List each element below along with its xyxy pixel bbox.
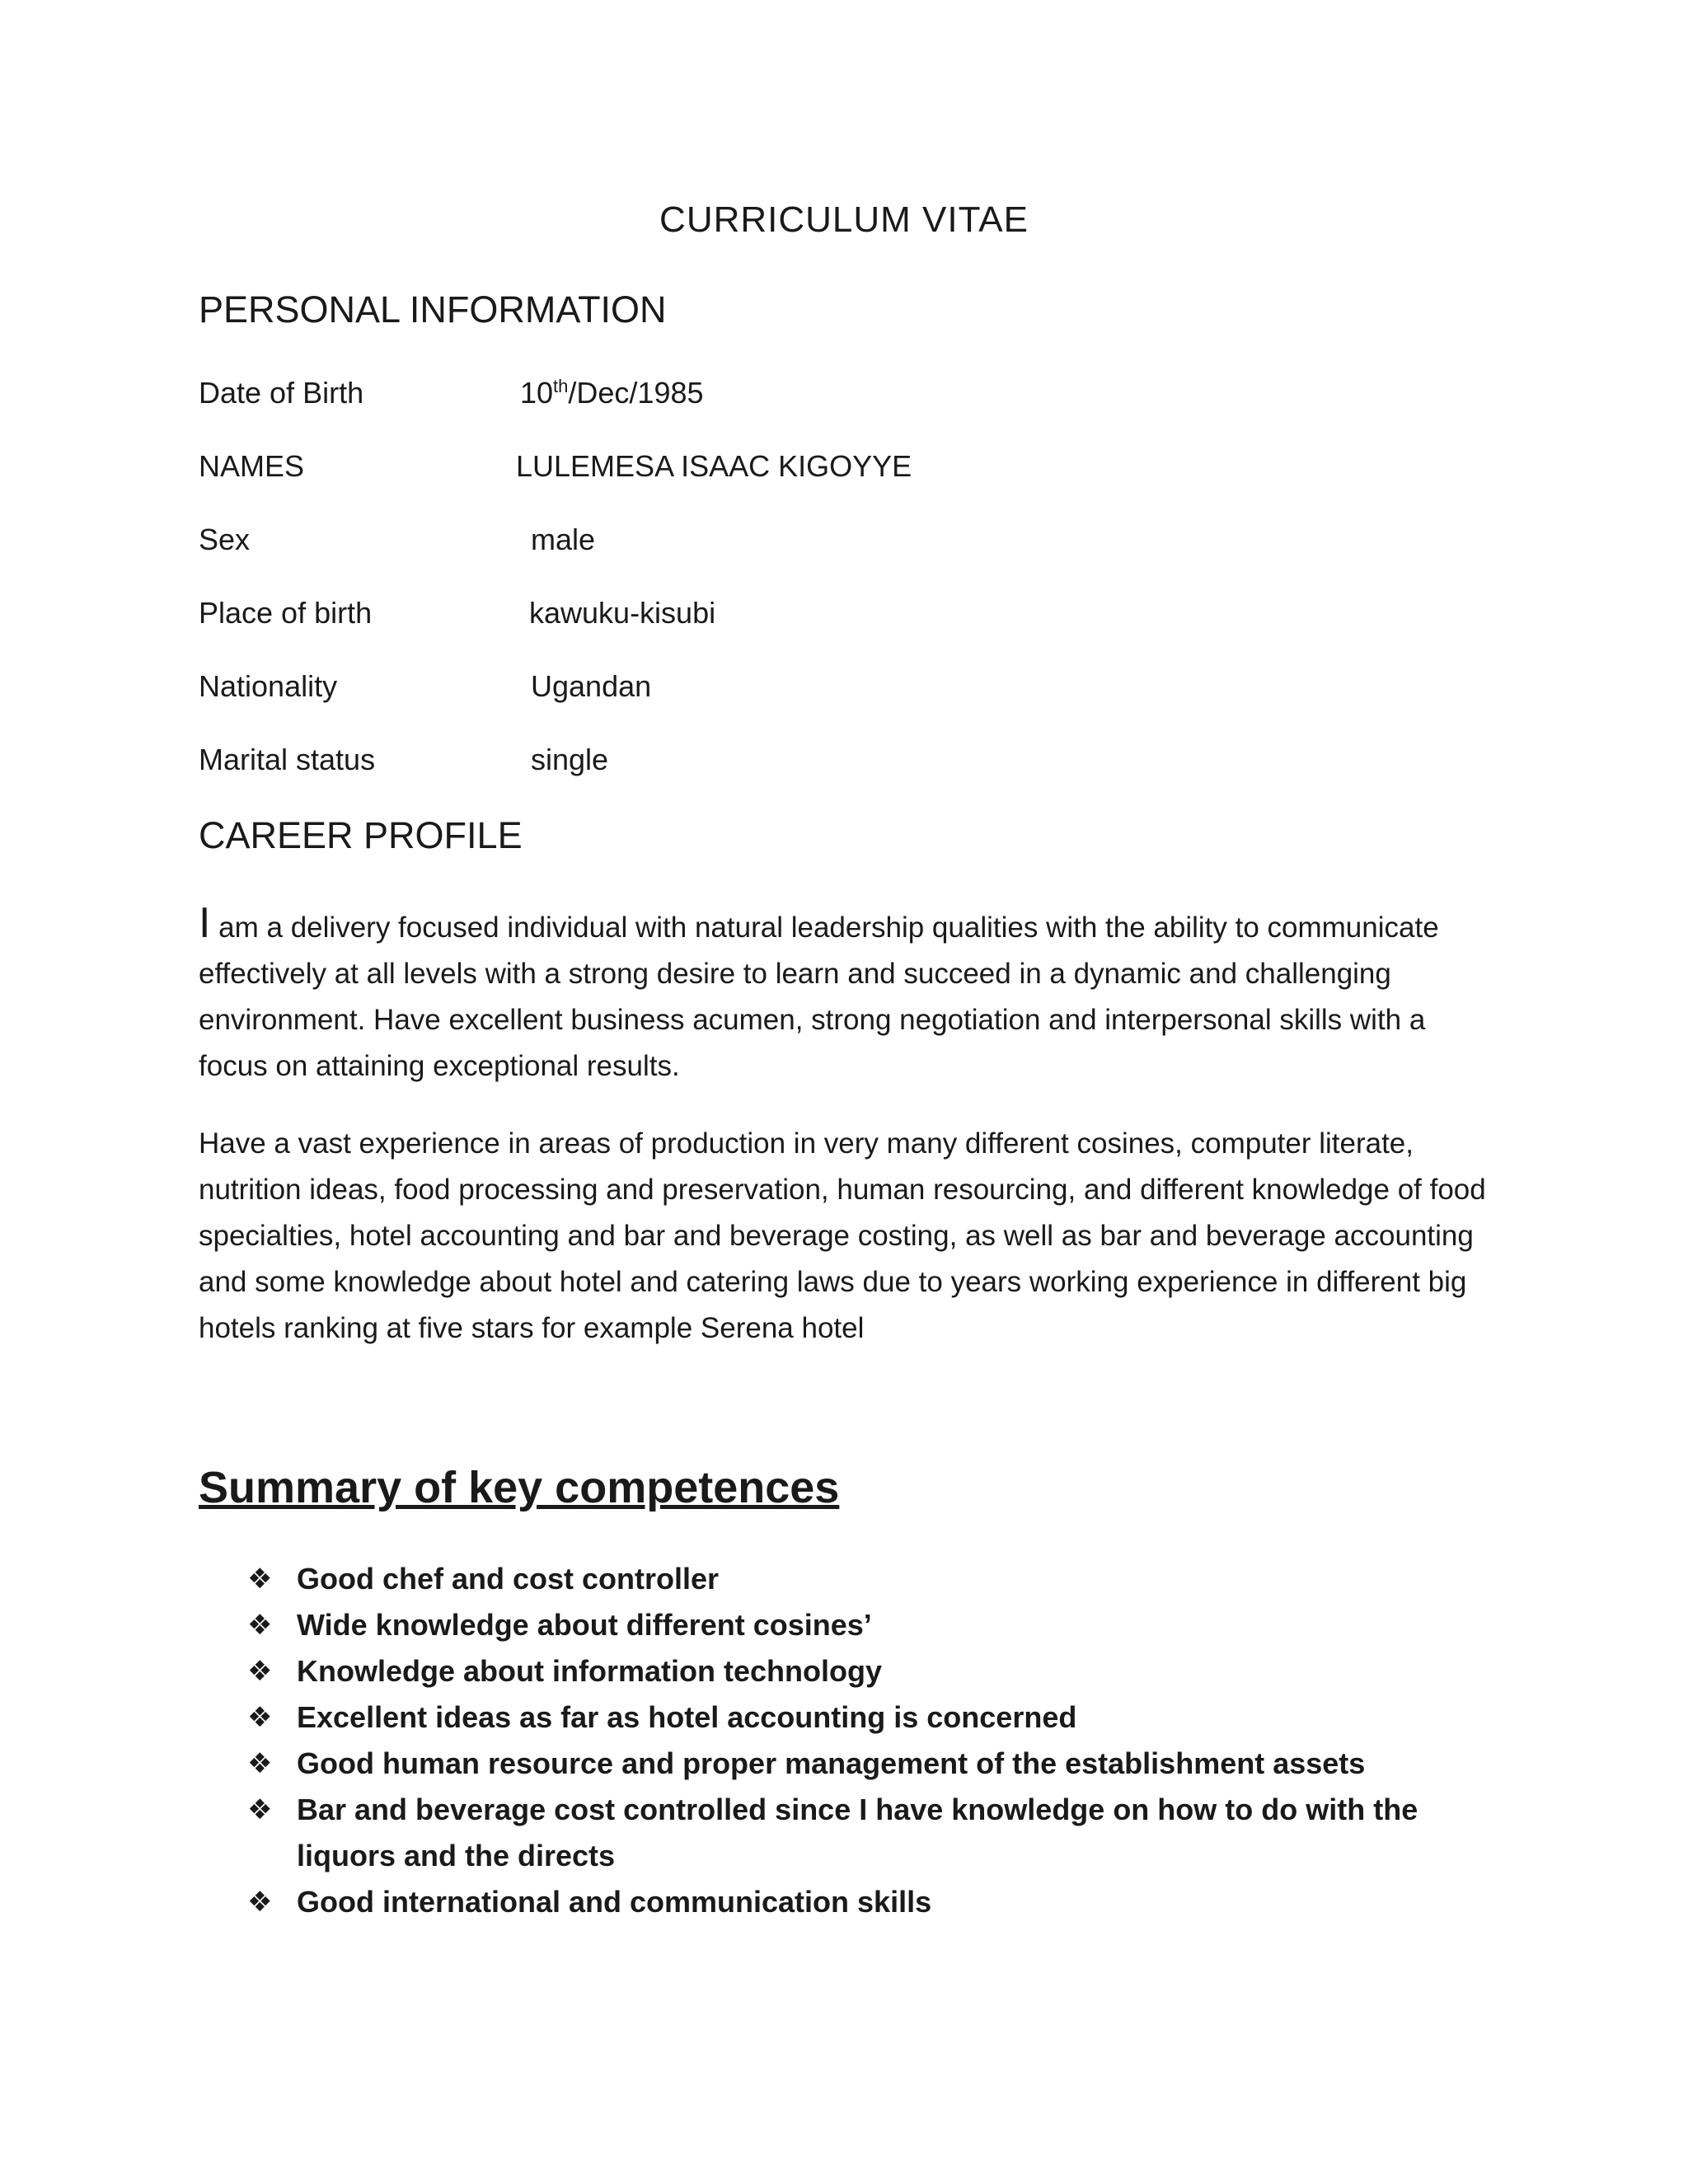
pob-label: Place of birth (199, 596, 373, 630)
competence-text: Bar and beverage cost controlled since I have knowledge on how to do with the liquors and the directs (297, 1793, 1418, 1872)
nationality-row (199, 669, 1517, 710)
dob-day: 10 (520, 376, 554, 410)
nationality-label: Nationality (199, 669, 338, 703)
competence-text: Good international and communication skills (297, 1885, 932, 1919)
career-paragraph-2: Have a vast experience in areas of production in very many different cosines, computer literate, nutrition ideas, food processing and preservation, human resourcing, and different knowledge of food specialties, hotel accounting and bar and beverage costing, as well as bar and beverage accounting and some knowledge about hotel and catering laws due to years working experience in different big hotels ranking at five stars for example Serena hotel (199, 1127, 1486, 1344)
diamond-bullet-icon: ❖ (247, 1886, 273, 1918)
diamond-bullet-icon: ❖ (247, 1702, 273, 1733)
list-item (247, 1741, 1484, 1787)
competence-text: Good human resource and proper management of the establishment assets (297, 1746, 1366, 1780)
dob-label: Date of Birth (199, 376, 364, 410)
list-item (247, 1602, 1484, 1648)
dob-suffix: th (553, 376, 569, 396)
pob-row (199, 596, 1517, 637)
names-row (199, 449, 1517, 490)
dob-row (199, 376, 1517, 417)
list-item (247, 1556, 1484, 1602)
pob-value: kawuku-kisubi (529, 596, 716, 630)
career-profile-heading: CAREER PROFILE (199, 814, 523, 856)
list-item (247, 1694, 1484, 1741)
diamond-bullet-icon: ❖ (247, 1794, 273, 1825)
competence-text: Good chef and cost controller (297, 1562, 720, 1596)
career-paragraph-1 (199, 900, 1493, 1090)
list-item (247, 1648, 1484, 1694)
career-paragraph-1-initial: I (199, 899, 211, 947)
document-title: CURRICULUM VITAE (659, 199, 1029, 240)
sex-label: Sex (199, 523, 251, 556)
diamond-bullet-icon: ❖ (247, 1563, 273, 1595)
dob-value (520, 376, 704, 410)
dob-rest: /Dec/1985 (568, 376, 704, 410)
names-value: LULEMESA ISAAC KIGOYYE (516, 449, 912, 483)
sex-row (199, 523, 1517, 564)
diamond-bullet-icon: ❖ (247, 1748, 273, 1779)
list-item (247, 1787, 1484, 1879)
competence-text: Excellent ideas as far as hotel accounting is concerned (297, 1700, 1077, 1734)
marital-value: single (531, 743, 609, 776)
marital-row (199, 743, 1517, 784)
competence-text: Wide knowledge about different cosines’ (297, 1608, 872, 1642)
competences-list (247, 1556, 1484, 1925)
competence-text: Knowledge about information technology (297, 1654, 882, 1688)
career-paragraph-1-text: am a delivery focused individual with natural leadership qualities with the ability to communicate effectively at all levels with a strong desire to learn and succeed in a dynamic and challenging environment. Have excellent business acumen, strong negotiation and interpersonal skills with a focus on attaining exceptional results. (199, 912, 1439, 1082)
diamond-bullet-icon: ❖ (247, 1610, 273, 1641)
list-item (247, 1879, 1484, 1925)
names-label: NAMES (199, 449, 305, 483)
diamond-bullet-icon: ❖ (247, 1656, 273, 1687)
personal-info-heading: PERSONAL INFORMATION (199, 288, 667, 330)
sex-value: male (531, 523, 596, 556)
nationality-value: Ugandan (531, 669, 652, 703)
marital-label: Marital status (199, 743, 376, 776)
summary-heading: Summary of key competences (199, 1463, 840, 1512)
